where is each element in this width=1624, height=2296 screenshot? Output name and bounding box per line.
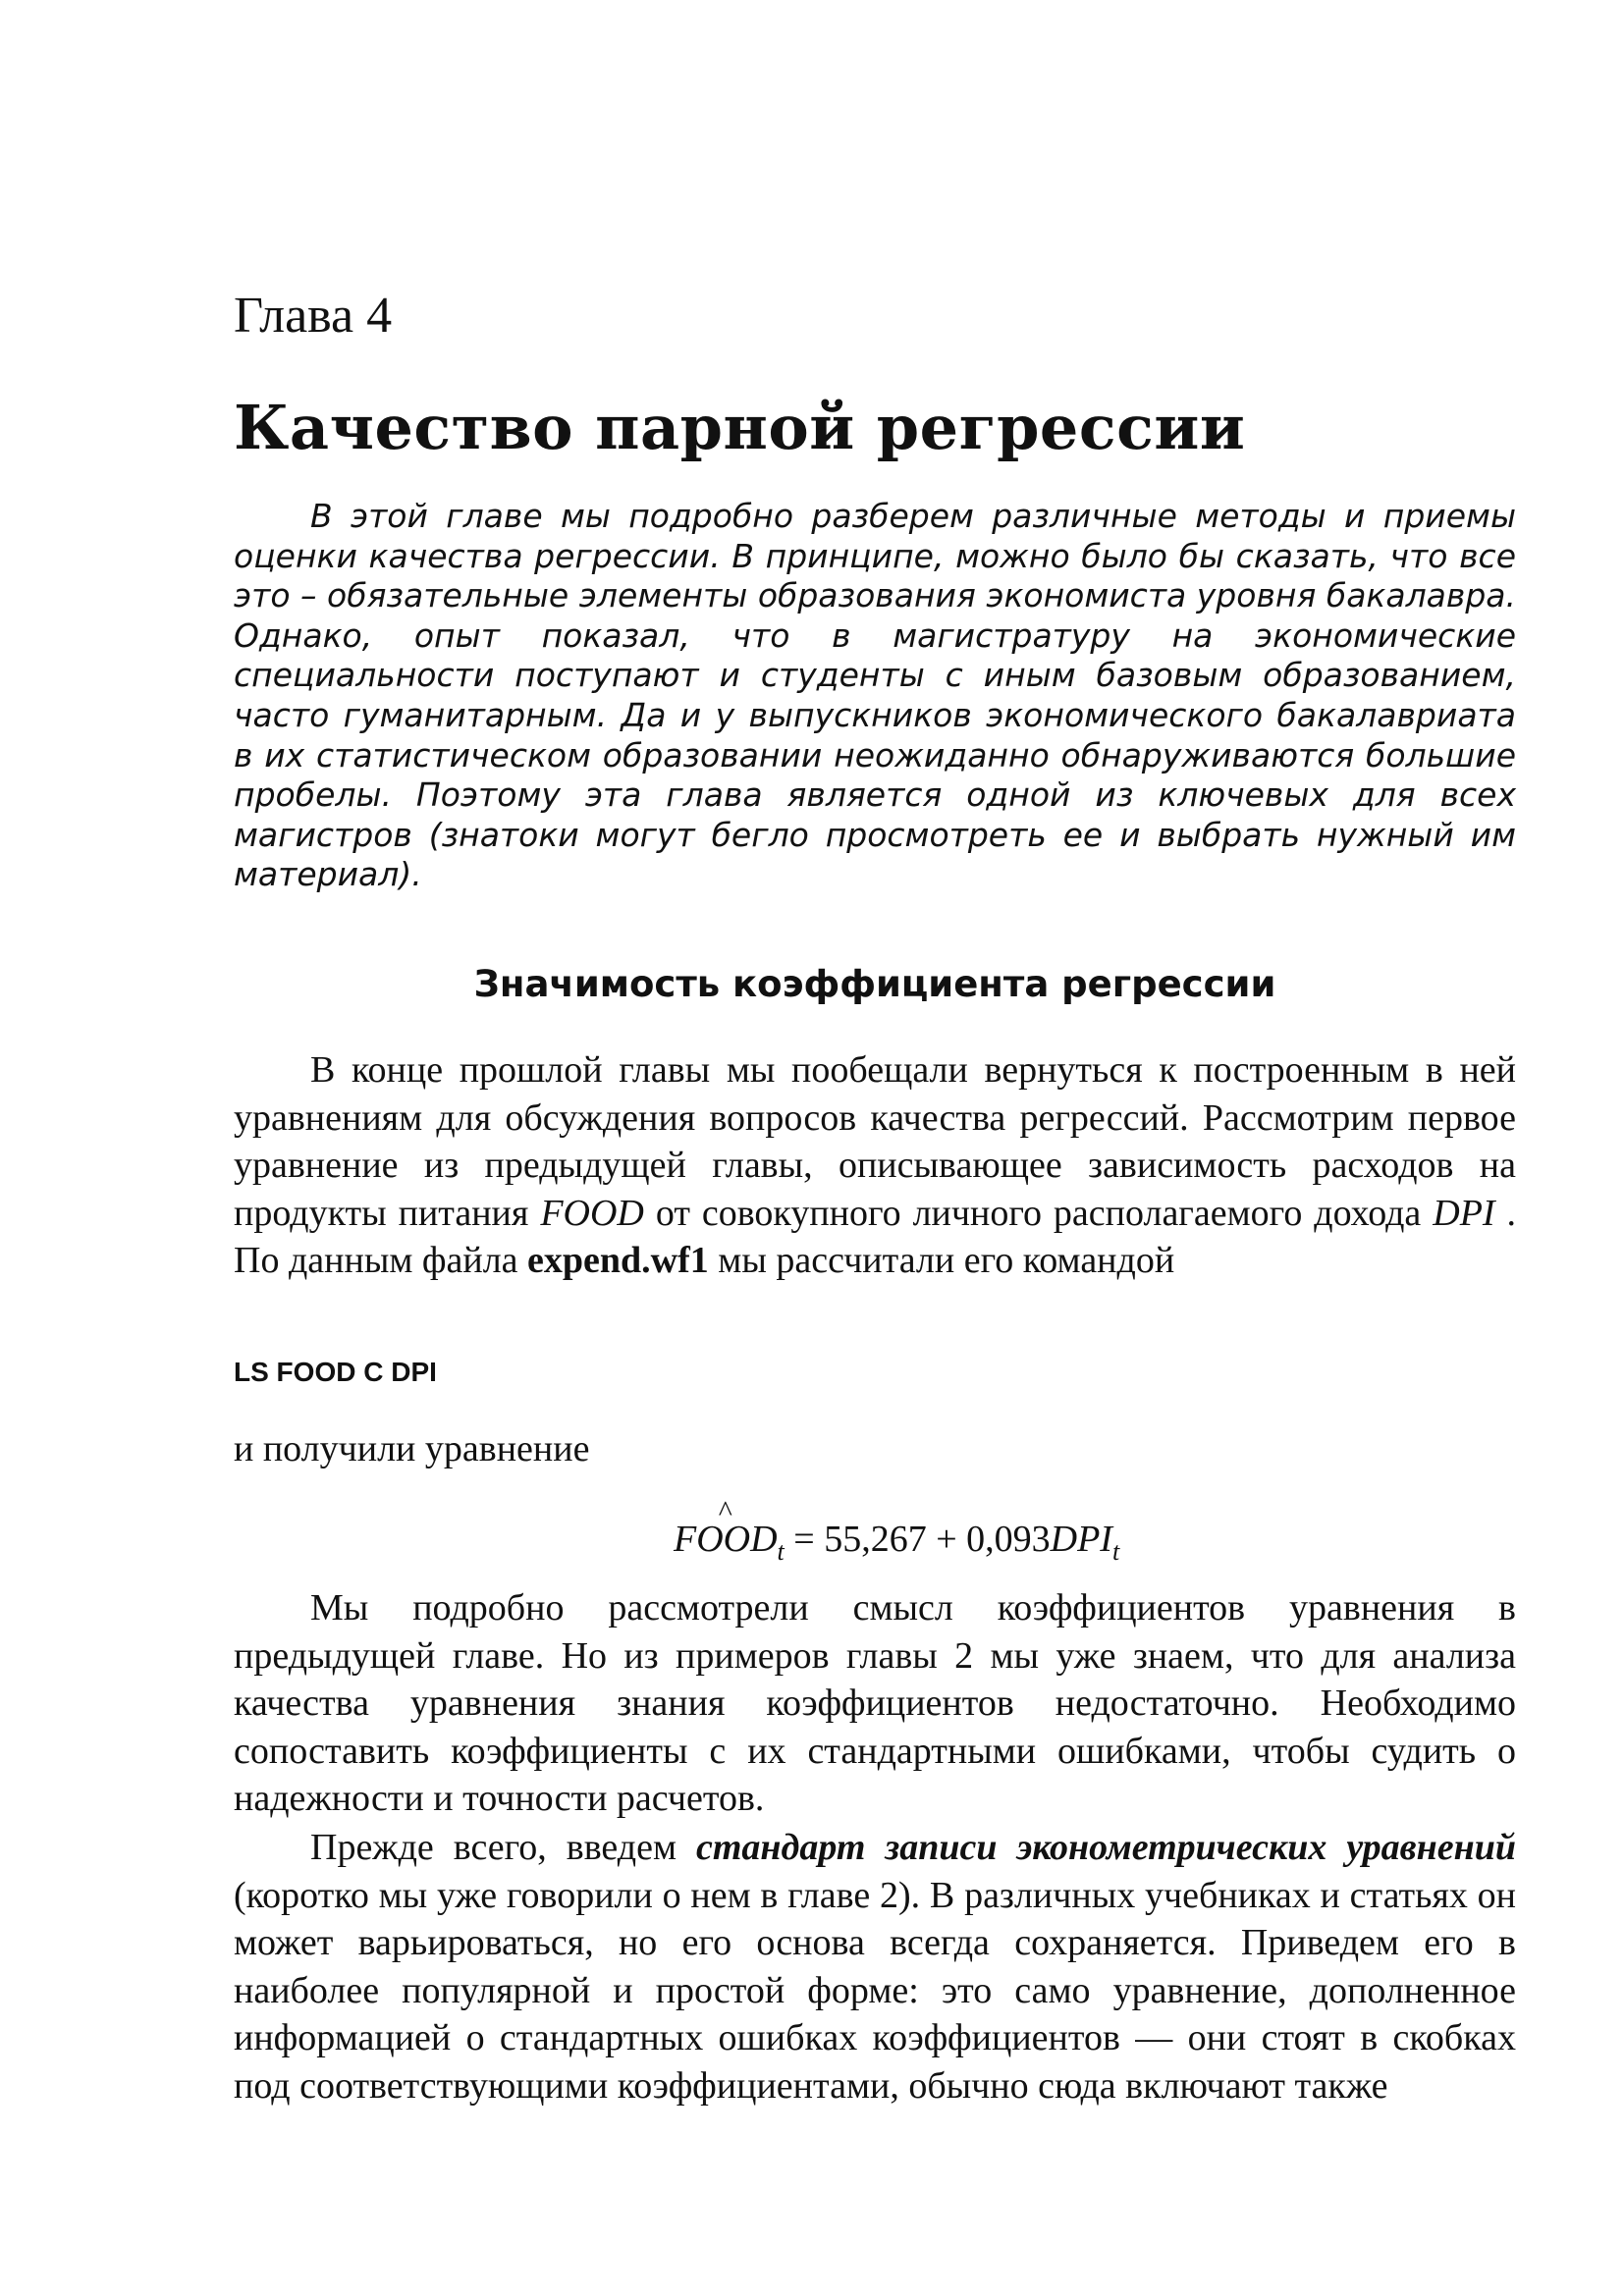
chapter-title: Качество парной регрессии bbox=[234, 392, 1246, 463]
equation-slope: 0,093 bbox=[966, 1519, 1051, 1560]
equation-lhs-variable: FOOD bbox=[674, 1519, 778, 1560]
paragraph-intro-text-c: . По данным файла bbox=[234, 1192, 1517, 1282]
variable-food: FOOD bbox=[540, 1192, 644, 1234]
equation-intercept: 55,267 bbox=[824, 1519, 927, 1560]
equation-lhs bbox=[674, 1495, 778, 1569]
eviews-command: LS FOOD C DPI bbox=[234, 1357, 437, 1387]
equation-equals: = bbox=[784, 1519, 825, 1560]
section-heading: Значимость коэффициента регрессии bbox=[473, 963, 1276, 1005]
chapter-label: Глава 4 bbox=[234, 288, 393, 344]
paragraph-coefficients: Мы подробно рассмотрели смысл коэффициентов уравнения в предыдущей главе. Но из примеров главы 2 мы уже знаем, что для анализа качества уравнения знания коэффициентов недостаточно. Необходимо сопоставить коэффициенты с их стандартными ошибками, чтобы судить о надежности и точности расчетов. bbox=[234, 1587, 1516, 1820]
variable-dpi: DPI bbox=[1433, 1192, 1495, 1234]
paragraph-standard-text-b: (коротко мы уже говорили о нем в главе 2). В различных учебниках и статьях он может варьироваться, но его основа всегда сохраняется. Приведем его в наиболее популярной и простой форме: это само уравнение, дополненное информацией о стандартных ошибках коэффициентов — они стоят в скобках под соответствующими коэффициентами, обычно сюда включают также bbox=[234, 1874, 1516, 2107]
data-filename: expend.wf1 bbox=[527, 1240, 709, 1282]
paragraph-standard bbox=[234, 1824, 1516, 2110]
paragraph-intro bbox=[234, 1046, 1516, 1285]
equation-plus: + bbox=[926, 1519, 967, 1560]
emphasis-term: стандарт записи эконометрических уравнений bbox=[696, 1827, 1516, 1868]
equation-lhs-subscript: t bbox=[777, 1537, 785, 1566]
paragraph-intro-text-a: В конце прошлой главы мы пообещали вернуться к построенным в ней уравнениям для обсуждения вопросов качества регрессий. Рассмотрим первое уравнение из предыдущей главы, описывающее зависимость расходов на продукты питания bbox=[234, 1049, 1516, 1234]
paragraph-intro-text-d: мы рассчитали его командой bbox=[708, 1240, 1175, 1282]
paragraph-intro-text-b: от совокупного личного располагаемого дохода bbox=[643, 1192, 1434, 1234]
paragraph-standard-text-a: Прежде всего, введем bbox=[310, 1827, 696, 1868]
paragraph-result-lead: и получили уравнение bbox=[234, 1428, 590, 1469]
equation-rhs-variable: DPI bbox=[1050, 1519, 1112, 1560]
equation-rhs-subscript: t bbox=[1111, 1537, 1120, 1566]
regression-equation bbox=[674, 1495, 1120, 1581]
hat-accent: ^ bbox=[718, 1495, 732, 1527]
chapter-abstract: В этой главе мы подробно разберем различные методы и приемы оценки качества регрессии. В принципе, можно было бы сказать, что все это – обязательные элементы образования экономиста уровня бакалавра. Однако, опыт показал, что в магистратуру на экономические специальности поступают и студенты с иным базовым образованием, часто гуманитарным. Да и у выпускников экономического бакалавриата в их статистическом образовании неожиданно обнаруживаются большие пробелы. Поэтому эта глава является одной из ключевых для всех магистров (знатоки могут бегло просмотреть ее и выбрать нужный им материал). bbox=[234, 497, 1516, 894]
